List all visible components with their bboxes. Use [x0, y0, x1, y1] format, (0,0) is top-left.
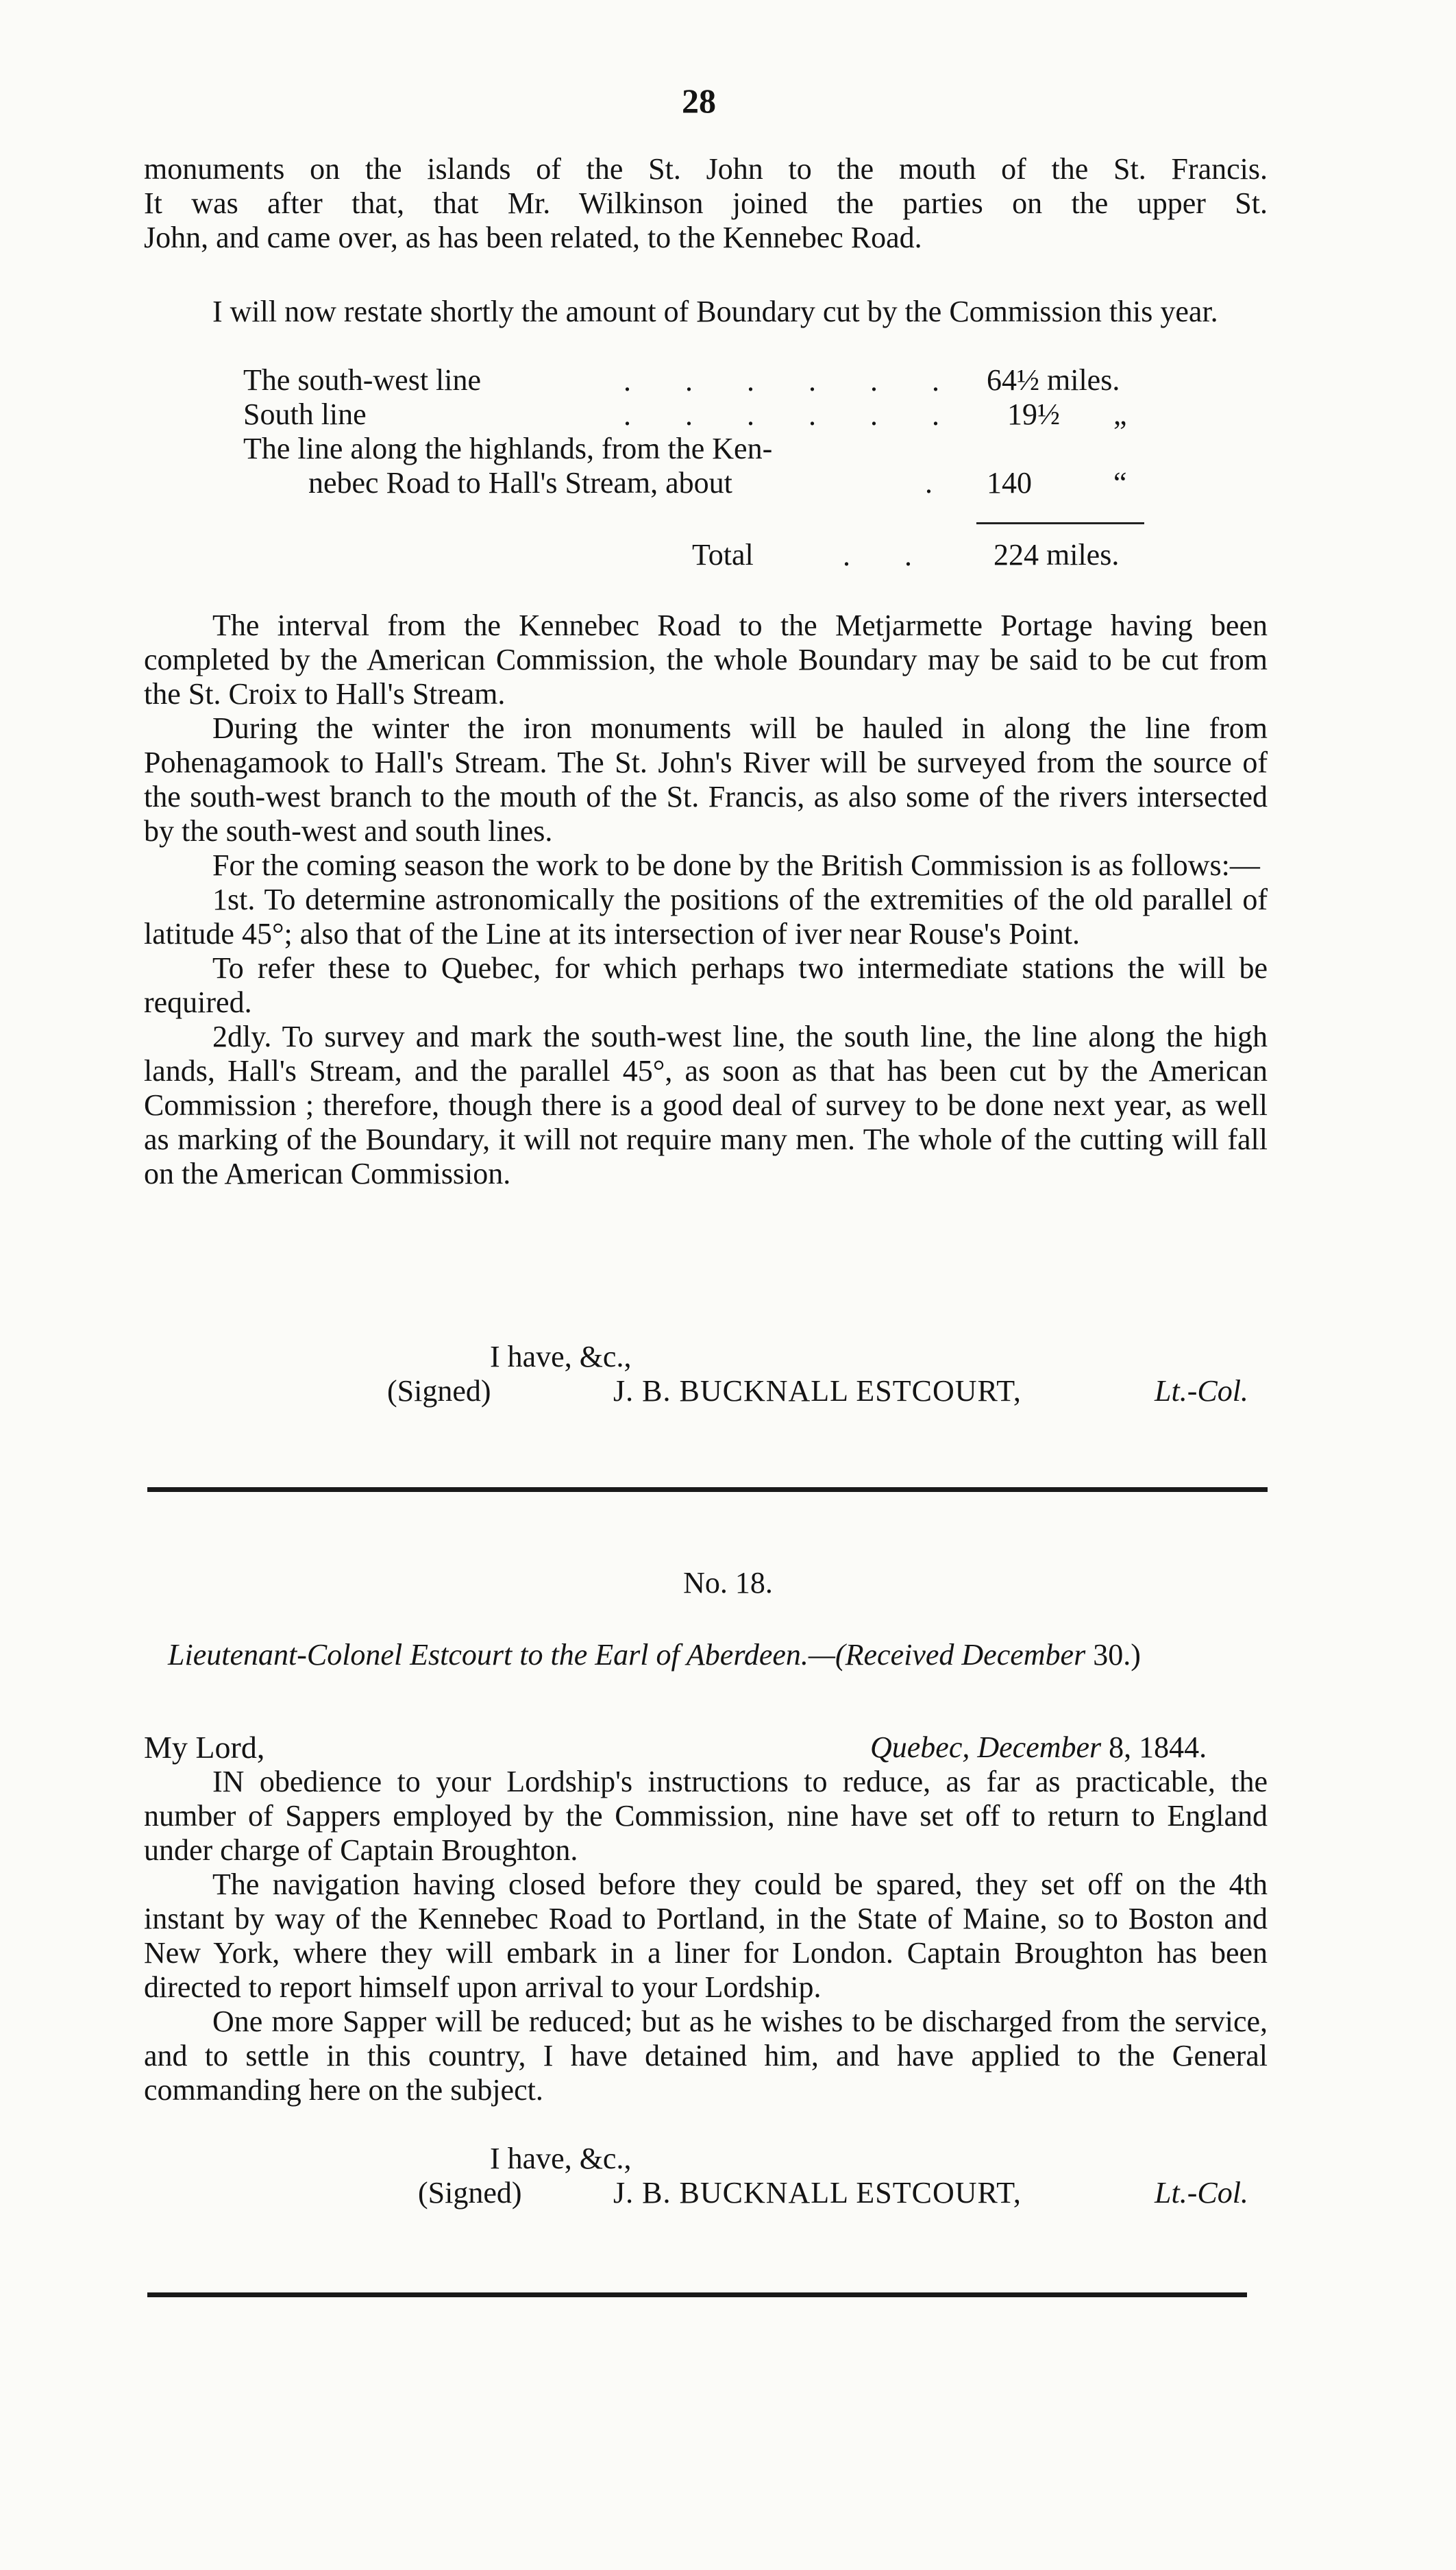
closing-2-signed: (Signed) [418, 2176, 522, 2210]
closing-2-ihave: I have, &c., [490, 2142, 632, 2175]
row-southwest-label: The south-west line [243, 363, 482, 397]
body-paragraph-coming-season: For the coming season the work to be done by the British Commission is as follows:— [212, 848, 1260, 882]
letter-heading-end: 30.) [1093, 1638, 1141, 1672]
row-highlands-unit: “ [1113, 466, 1127, 500]
total-rule [976, 522, 1144, 524]
closing-1-name: J. B. BUCKNALL ESTCOURT, [613, 1374, 1022, 1408]
continuation-line-2: It was after that, that Mr. Wilkinson joined the parties on the upper St. [144, 186, 1268, 220]
total-value: 224 miles. [994, 538, 1120, 572]
continuation-line-3: John, and came over, as has been related, to the Kennebec Road. [144, 221, 922, 254]
closing-2-rank: Lt.-Col. [1155, 2176, 1248, 2210]
letter-number: No. 18. [683, 1566, 773, 1600]
closing-2-name: J. B. BUCKNALL ESTCOURT, [613, 2176, 1022, 2210]
place-date-italic: Quebec, December [870, 1730, 1102, 1764]
section-divider-1 [147, 1487, 1268, 1492]
body-paragraph-quebec: To refer these to Quebec, for which perhaps two intermediate stations the will be required. [144, 951, 1268, 1019]
restate-text: I will now restate shortly the amount of Boundary cut by the Commission this year. [212, 295, 1218, 328]
restate-paragraph [144, 295, 1268, 329]
row-highlands-label-a: The line along the highlands, from the Ken- [243, 432, 773, 465]
letter-heading-italic: Lieutenant-Colonel Estcourt to the Earl of Aberdeen.—(Received December [168, 1638, 1086, 1672]
row-south-dots: . . . . . . [624, 398, 963, 432]
salutation: My Lord, [144, 1730, 265, 1765]
place-date-end: 8, 1844. [1109, 1730, 1207, 1764]
row-southwest-value: 64½ miles. [987, 363, 1120, 397]
row-southwest-dots: . . . . . . [624, 364, 963, 397]
body-paragraph-first: 1st. To determine astronomically the positions of the extremities of the old parallel of latitude 45°; also that of the Line at its intersection of iver near Rouse's Point. [144, 883, 1268, 951]
letter-paragraph-sapper: One more Sapper will be reduced; but as he wishes to be discharged from the service, and to settle in this country, I have detained him, and have applied to the General commanding here on the subject. [144, 2005, 1268, 2107]
body-paragraph-winter: During the winter the iron monuments will be hauled in along the line from Pohenagamook to Hall's Stream. The St. John's River will be surveyed from the source of the south-west branch to the mouth of the St. Francis, as also some of the rivers intersected by the south-west and south lines. [144, 711, 1268, 848]
place-date [870, 1730, 1207, 1765]
letter-body [144, 1765, 1268, 2107]
row-highlands-label-b: nebec Road to Hall's Stream, about [308, 466, 732, 500]
continuation-line-1: monuments on the islands of the St. John to the mouth of the St. Francis. [144, 152, 1268, 186]
row-highlands-value: 140 [987, 466, 1032, 500]
letter-heading [168, 1638, 1141, 1672]
row-south-value: 19½ [1007, 397, 1060, 431]
row-highlands-dot: . [925, 466, 933, 500]
letter-paragraph-navigation: The navigation having closed before they could be spared, they set off on the 4th instant by way of the Kennebec Road to Portland, in the State of Maine, so to Boston and New York, where they will embark in a liner for London. Captain Broughton has been directed to report himself upon arrival to your Lordship. [144, 1868, 1268, 2004]
page-number: 28 [682, 82, 716, 120]
total-label: Total [692, 538, 754, 572]
row-south-unit: „ [1113, 397, 1127, 431]
body-paragraph-interval: The interval from the Kennebec Road to the Metjarmette Portage having been completed by the American Commission, the whole Boundary may be said to be cut from the St. Croix to Hall's Stream. [144, 609, 1268, 711]
total-dots: . . [843, 539, 935, 572]
continuation-paragraph [144, 152, 1268, 255]
row-south-label: South line [243, 397, 367, 431]
closing-1-signed: (Signed) [387, 1374, 491, 1408]
letter-paragraph-obedience: IN obedience to your Lordship's instructions to reduce, as far as practicable, the number of Sappers employed by the Commission, nine have set off to return to England under charge of Captain Broughton. [144, 1765, 1268, 1867]
body-text [144, 609, 1268, 1191]
section-divider-2 [147, 2292, 1247, 2297]
body-paragraph-second: 2dly. To survey and mark the south-west line, the south line, the line along the high lands, Hall's Stream, and the parallel 45°, as soon as that has been cut by the American Commission ; therefore, though there is a good deal of survey to be done next year, as well as marking of the Boundary, it will not require many men. The whole of the cutting will fall on the American Commission. [144, 1020, 1268, 1190]
closing-1-rank: Lt.-Col. [1155, 1374, 1248, 1408]
closing-1-ihave: I have, &c., [490, 1340, 632, 1373]
